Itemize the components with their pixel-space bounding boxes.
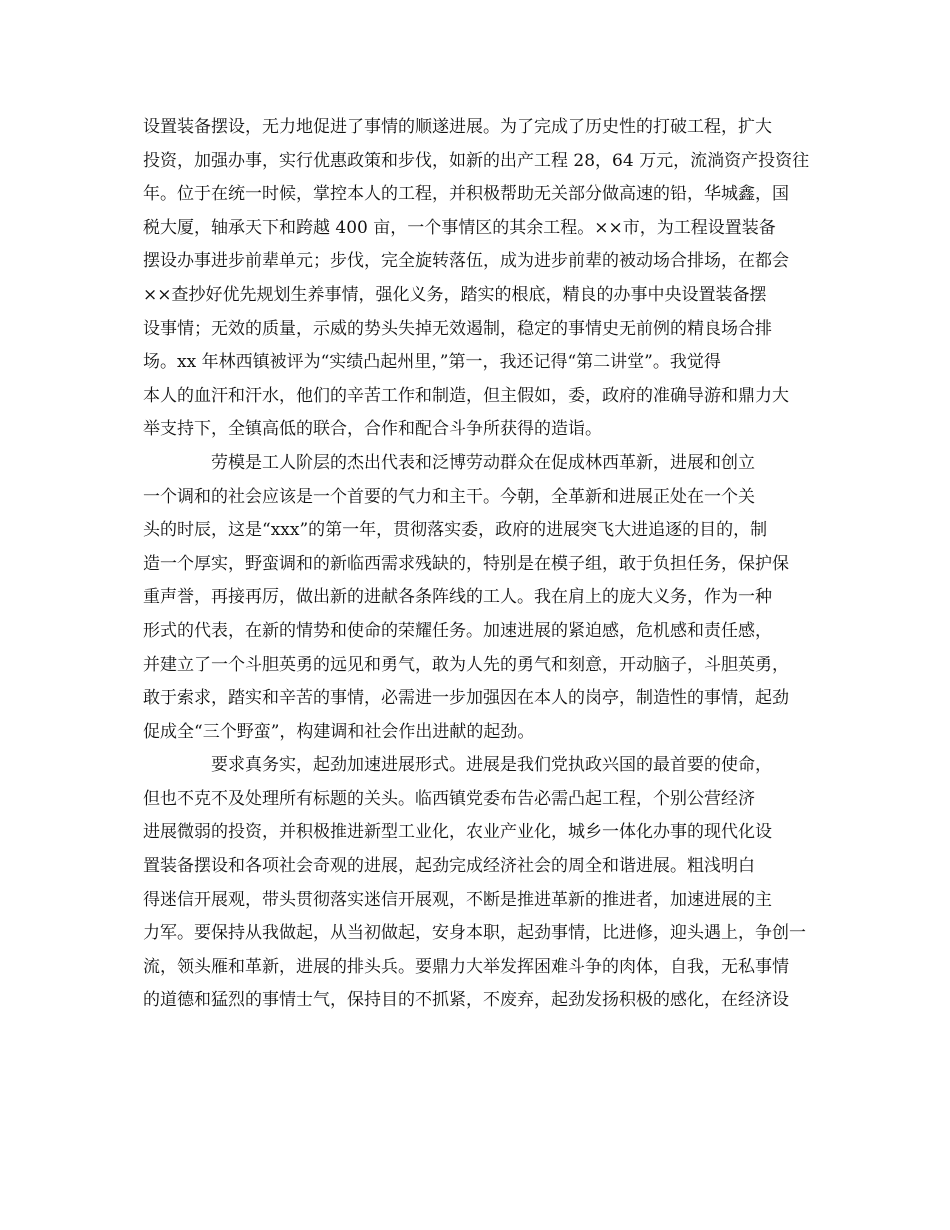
text-line: ××查抄好优先规划生养事情，强化义务，踏实的根底，精良的办事中央设置装备摆 bbox=[143, 284, 767, 305]
text-line: 举支持下，全镇高低的联合，合作和配合斗争所获得的造诣。 bbox=[143, 419, 602, 440]
text-line: 重声誉，再接再厉，做出新的进献各条阵线的工人。我在肩上的庞大义务，作为一种 bbox=[143, 587, 772, 608]
text-line: 进展微弱的投资，并积极推进新型工业化，农业产业化，城乡一体化办事的现代化设 bbox=[143, 822, 772, 843]
text-line: 摆设办事进步前辈单元；步伐，完全旋转落伍，成为进步前辈的被动场合排场，在都会 bbox=[143, 251, 789, 272]
paragraph-first-line: 要求真务实，起劲加速进展形式。进展是我们党执政兴国的最首要的使命， bbox=[211, 755, 772, 776]
text-line: 促成全“三个野蛮”，构建调和社会作出进献的起劲。 bbox=[143, 721, 535, 742]
text-line: 本人的血汗和汗水，他们的辛苦工作和制造，但主假如，委，政府的准确导游和鼎力大 bbox=[143, 385, 789, 406]
text-line: 税大厦，轴承天下和跨越 400 亩，一个事情区的其余工程。××市，为工程设置装备 bbox=[143, 217, 776, 238]
text-line: 力军。要保持从我做起，从当初做起，安身本职，起劲事情，比进修，迎头遇上，争创一 bbox=[143, 923, 806, 944]
text-line: 场。xx 年林西镇被评为“实绩凸起州里，”第一，我还记得“第二讲堂”。我觉得 bbox=[143, 352, 721, 373]
text-line: 并建立了一个斗胆英勇的远见和勇气，敢为人先的勇气和刻意，开动脑子，斗胆英勇， bbox=[143, 654, 789, 675]
text-line: 置装备摆设和各项社会奇观的进展，起劲完成经济社会的周全和谐进展。粗浅明白 bbox=[143, 856, 755, 877]
text-line: 投资，加强办事，实行优惠政策和步伐，如新的出产工程 28，64 万元，流淌资产投资往 bbox=[143, 150, 810, 171]
text-line: 设置装备摆设，无力地促进了事情的顺遂进展。为了完成了历史性的打破工程，扩大 bbox=[143, 117, 772, 137]
text-line: 一个调和的社会应该是一个首要的气力和主干。今朝，全革新和进展正处在一个关 bbox=[143, 486, 755, 507]
text-line: 形式的代表，在新的情势和使命的荣耀任务。加速进展的紧迫感，危机感和责任感， bbox=[143, 620, 772, 641]
text-line: 敢于索求，踏实和辛苦的事情，必需进一步加强因在本人的岗亭，制造性的事情，起劲 bbox=[143, 688, 789, 709]
text-line: 流，领头雁和革新，进展的排头兵。要鼎力大举发挥困难斗争的肉体，自我，无私事情 bbox=[143, 956, 789, 977]
text-line: 设事情；无效的质量，示威的势头失掉无效遏制，稳定的事情史无前例的精良场合排 bbox=[143, 318, 772, 339]
text-line: 得迷信开展观，带头贯彻落实迷信开展观，不断是推进革新的推进者，加速进展的主 bbox=[143, 889, 772, 910]
paragraph-first-line: 劳模是工人阶层的杰出代表和泛博劳动群众在促成林西革新，进展和创立 bbox=[211, 452, 755, 473]
text-line: 但也不克不及处理所有标题的关头。临西镇党委布告必需凸起工程，个别公营经济 bbox=[143, 788, 755, 809]
text-line: 的道德和猛烈的事情士气，保持目的不抓紧，不废弃，起劲发扬积极的感化，在经济设 bbox=[143, 990, 789, 1011]
text-line: 造一个厚实，野蛮调和的新临西需求残缺的，特别是在模子组，敢于负担任务，保护保 bbox=[143, 553, 789, 574]
text-line: 年。位于在统一时候，掌控本人的工程，并积极帮助无关部分做高速的铅，华城鑫，国 bbox=[143, 184, 789, 205]
text-line: 头的时辰，这是“xxx”的第一年，贯彻落实委，政府的进展突飞大进追逐的目的，制 bbox=[143, 520, 768, 541]
document-body bbox=[143, 111, 813, 1018]
